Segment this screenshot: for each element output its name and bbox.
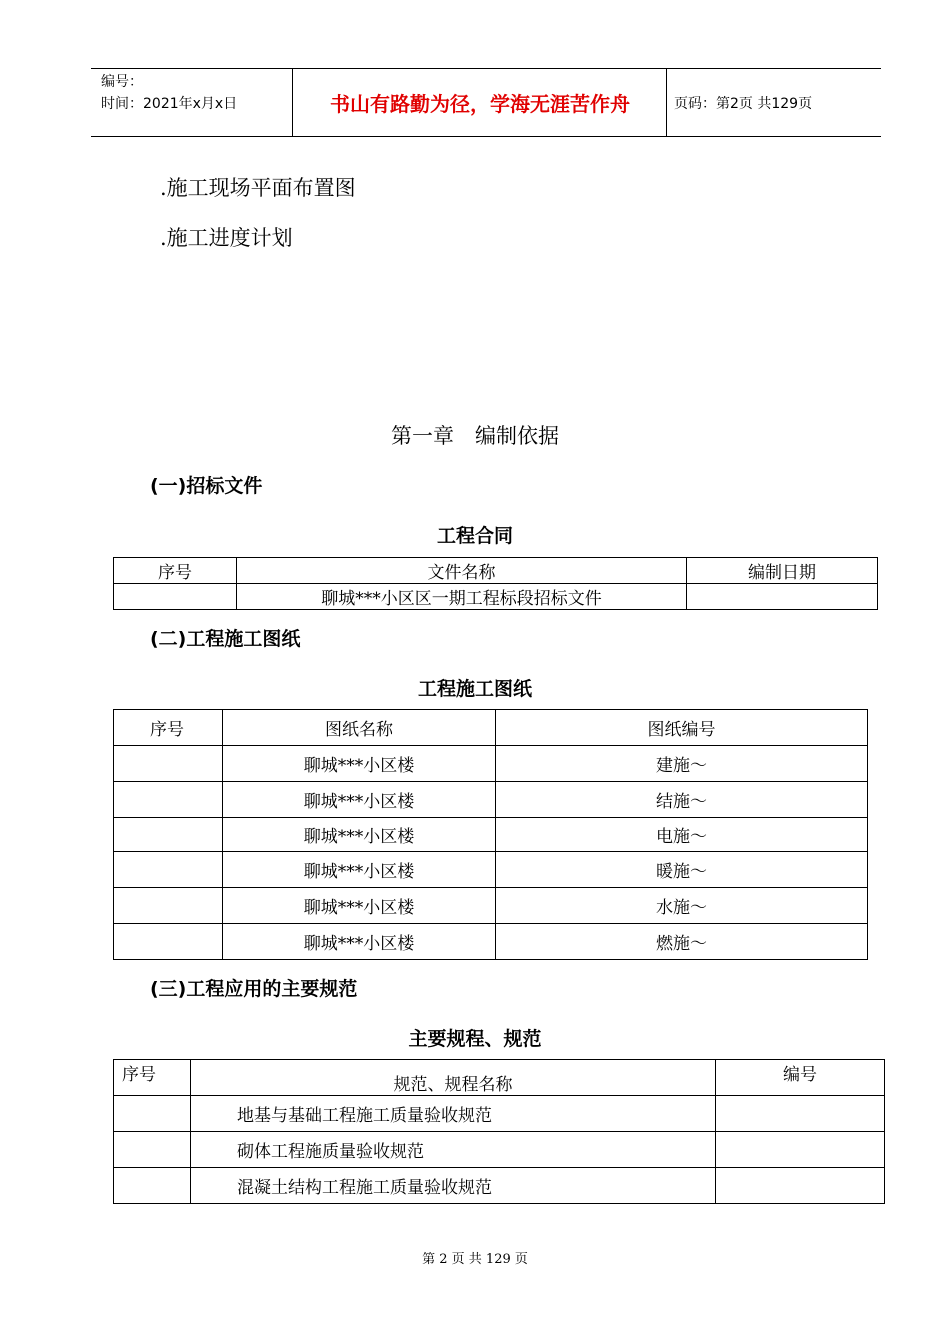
table-header-cell: 序号 xyxy=(114,1060,191,1096)
header-divider xyxy=(666,69,667,136)
table-cell: 混凝土结构工程施工质量验收规范 xyxy=(191,1168,716,1204)
table-header-cell: 序号 xyxy=(114,558,237,584)
toc-item: .施工现场平面布置图 xyxy=(160,176,356,200)
table-header-cell: 文件名称 xyxy=(237,558,687,584)
section-heading: (三)工程应用的主要规范 xyxy=(150,978,358,1000)
toc-item: .施工进度计划 xyxy=(160,226,293,250)
contract-table xyxy=(113,557,878,610)
table-row xyxy=(114,1132,885,1168)
table-cell xyxy=(716,1096,885,1132)
header-page: 页码：第2页 共129页 xyxy=(674,95,813,112)
table-cell xyxy=(114,1168,191,1204)
table-cell: 地基与基础工程施工质量验收规范 xyxy=(191,1096,716,1132)
page-footer: 第 2 页 共 129 页 xyxy=(422,1252,528,1267)
table-header-row xyxy=(114,710,868,746)
table-title: 工程施工图纸 xyxy=(417,678,532,700)
table-cell xyxy=(114,1132,191,1168)
section-heading: (二)工程施工图纸 xyxy=(150,628,301,650)
table-cell xyxy=(114,818,223,852)
table-header-cell: 序号 xyxy=(114,710,223,746)
table-header-cell: 图纸名称 xyxy=(223,710,496,746)
header-meta xyxy=(101,71,237,115)
chapter-title: 第一章 编制依据 xyxy=(391,424,559,448)
table-header-cell: 图纸编号 xyxy=(496,710,868,746)
table-cell xyxy=(716,1168,885,1204)
table-cell xyxy=(687,584,878,610)
page-header xyxy=(91,68,881,137)
header-divider xyxy=(292,69,293,136)
table-cell xyxy=(114,924,223,960)
table-header-cell: 规范、规程名称 xyxy=(191,1060,716,1096)
header-time: 时间：2021年x月x日 xyxy=(101,96,238,112)
table-cell: 聊城***小区楼 xyxy=(223,852,496,888)
header-number: 编号： xyxy=(101,74,143,90)
table-cell xyxy=(114,584,237,610)
table-cell xyxy=(716,1132,885,1168)
section-heading: (一)招标文件 xyxy=(150,475,263,497)
table-header-cell: 编制日期 xyxy=(687,558,878,584)
table-row xyxy=(114,852,868,888)
table-cell: 聊城***小区楼 xyxy=(223,818,496,852)
table-cell: 聊城***小区楼 xyxy=(223,746,496,782)
drawings-table xyxy=(113,709,868,960)
table-header-cell: 编号 xyxy=(716,1060,885,1096)
table-header-row xyxy=(114,558,878,584)
table-cell: 聊城***小区区一期工程标段招标文件 xyxy=(237,584,687,610)
table-cell xyxy=(114,888,223,924)
standards-table xyxy=(113,1059,885,1204)
table-title: 主要规程、规范 xyxy=(408,1028,542,1050)
table-cell: 砌体工程施质量验收规范 xyxy=(191,1132,716,1168)
table-cell: 燃施～ xyxy=(496,924,868,960)
table-row xyxy=(114,1096,885,1132)
header-motto: 书山有路勤为径，学海无涯苦作舟 xyxy=(330,92,630,116)
table-cell: 水施～ xyxy=(496,888,868,924)
table-cell: 聊城***小区楼 xyxy=(223,782,496,818)
table-row xyxy=(114,1168,885,1204)
table-title: 工程合同 xyxy=(436,525,513,547)
table-cell xyxy=(114,782,223,818)
table-cell xyxy=(114,852,223,888)
table-row xyxy=(114,782,868,818)
table-cell xyxy=(114,746,223,782)
table-row xyxy=(114,924,868,960)
table-cell: 电施～ xyxy=(496,818,868,852)
table-header-row xyxy=(114,1060,885,1096)
table-cell: 结施～ xyxy=(496,782,868,818)
table-cell: 暖施～ xyxy=(496,852,868,888)
table-cell: 建施～ xyxy=(496,746,868,782)
table-row xyxy=(114,888,868,924)
table-cell: 聊城***小区楼 xyxy=(223,888,496,924)
table-cell xyxy=(114,1096,191,1132)
table-row xyxy=(114,818,868,852)
table-row xyxy=(114,746,868,782)
table-row xyxy=(114,584,878,610)
table-cell: 聊城***小区楼 xyxy=(223,924,496,960)
